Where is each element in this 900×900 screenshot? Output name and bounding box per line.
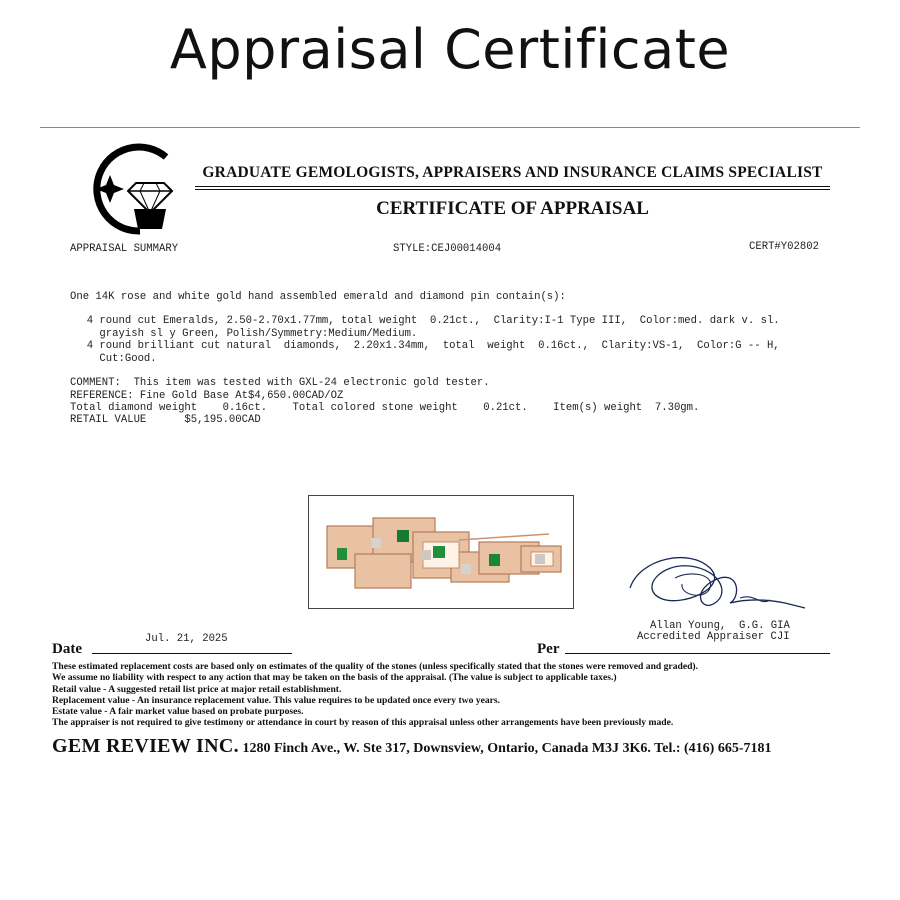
jewelry-pin-photo xyxy=(308,495,574,609)
date-line xyxy=(92,653,292,654)
per-label: Per xyxy=(537,641,560,657)
organization-name: GRADUATE GEMOLOGISTS, APPRAISERS AND INSURANCE CLAIMS SPECIALIST xyxy=(202,164,823,181)
disclaimer-line: Retail value - A suggested retail list price at major retail establishment. xyxy=(52,684,342,695)
weights-summary: Total diamond weight 0.16ct. Total colored stone weight 0.21ct. Item(s) weight 7.30gm. xyxy=(70,402,700,414)
appraiser-title: Accredited Appraiser CJI xyxy=(637,631,790,643)
certificate-title: CERTIFICATE OF APPRAISAL xyxy=(376,198,649,219)
signature-scribble xyxy=(620,548,810,618)
disclaimer-line: Replacement value - An insurance replacement value. This value requires to be updated once every two years. xyxy=(52,695,501,706)
disclaimer-line: We assume no liability with respect to any action that may be taken on the basis of the appraisal. (The value is subject to applicable taxes.) xyxy=(52,672,617,683)
gem-logo-icon xyxy=(78,143,178,235)
appraiser-name: Allan Young, G.G. GIA xyxy=(650,620,790,632)
company-address: 1280 Finch Ave., W. Ste 317, Downsview, Ontario, Canada M3J 3K6. Tel.: (416) 665-7181 xyxy=(238,741,772,756)
item-line: 4 round brilliant cut natural diamonds, 2.20x1.34mm, total weight 0.16ct., Clarity:VS-1, Color:G -- H, xyxy=(74,340,780,352)
item-intro: One 14K rose and white gold hand assembled emerald and diamond pin contain(s): xyxy=(70,291,566,303)
item-line: Cut:Good. xyxy=(74,353,157,365)
divider xyxy=(195,186,830,187)
divider xyxy=(40,127,860,128)
page-title: Appraisal Certificate xyxy=(169,18,731,81)
item-line: grayish sl y Green, Polish/Symmetry:Medium/Medium. xyxy=(74,328,418,340)
disclaimer-line: Estate value - A fair market value based on probate purposes. xyxy=(52,706,304,717)
style-number: STYLE:CEJ00014004 xyxy=(393,243,502,255)
certificate-number: CERT#Y02802 xyxy=(749,241,819,253)
divider xyxy=(195,189,830,190)
company-name: GEM REVIEW INC. xyxy=(52,735,239,757)
retail-value: RETAIL VALUE $5,195.00CAD xyxy=(70,414,261,426)
disclaimer-line: The appraiser is not required to give testimony or attendance in court by reason of this appraisal unless other arrangements have been previously made. xyxy=(52,717,674,728)
date-value: Jul. 21, 2025 xyxy=(145,633,228,645)
disclaimer-line: These estimated replacement costs are based only on estimates of the quality of the stones (unless specifically stated that the stones were removed and graded). xyxy=(52,661,699,672)
appraisal-summary-label: APPRAISAL SUMMARY xyxy=(70,243,179,255)
per-line xyxy=(565,653,830,654)
date-label: Date xyxy=(52,641,82,657)
comment: COMMENT: This item was tested with GXL-24 electronic gold tester. xyxy=(70,377,490,389)
footer xyxy=(52,735,771,758)
reference: REFERENCE: Fine Gold Base At$4,650.00CAD/OZ xyxy=(70,390,344,402)
item-line: 4 round cut Emeralds, 2.50-2.70x1.77mm, total weight 0.21ct., Clarity:I-1 Type III, Color:med. dark v. sl. xyxy=(74,315,780,327)
